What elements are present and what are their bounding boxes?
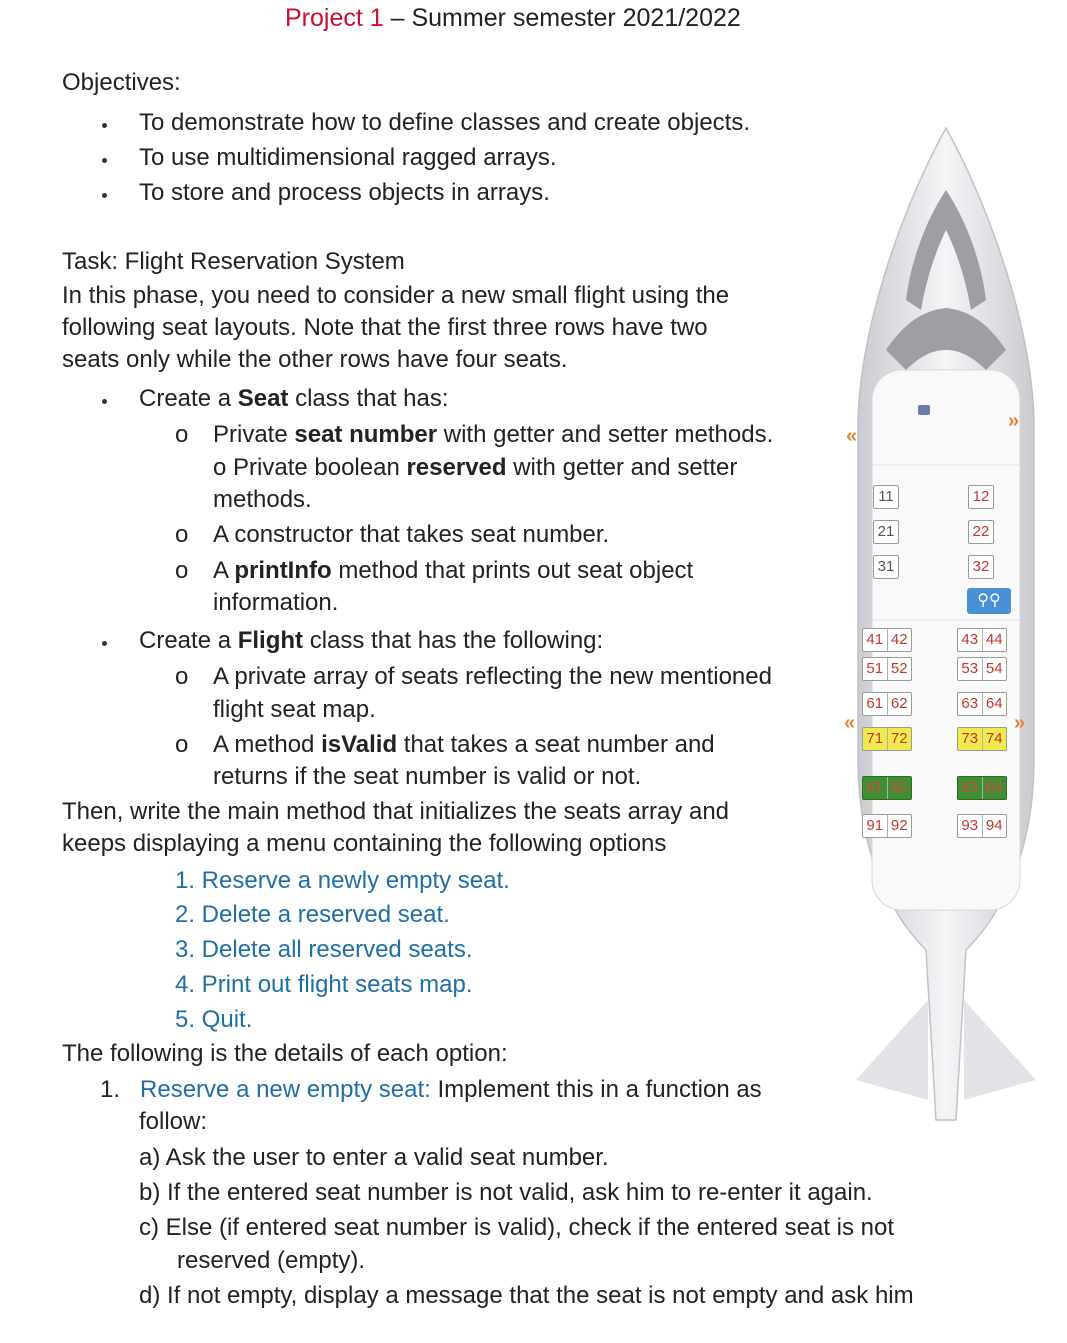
seat-94: 94 [982, 815, 1007, 837]
exit-arrow-left-icon: « [846, 425, 858, 447]
seat-21: 21 [873, 520, 899, 544]
bullet-icon [102, 399, 107, 404]
text-span: Create a [139, 627, 238, 654]
seat-53: 53 [961, 660, 979, 677]
seat-51: 51 [866, 660, 884, 677]
seat-91: 91 [866, 817, 884, 834]
project-label: Project 1 [285, 4, 384, 32]
main-method-text: Then, write the main method that initializes the seats array and [62, 798, 730, 825]
task-intro-line: In this phase, you need to consider a new small flight using the [62, 282, 730, 309]
sub-bullet-icon: o [175, 421, 189, 448]
task-intro-line: seats only while the other rows have four seats. [62, 346, 568, 373]
seat-sub-item [213, 556, 693, 586]
seat-32: 32 [968, 555, 994, 579]
seat-pair-93-94 [957, 814, 1007, 838]
seat-22: 22 [968, 520, 994, 544]
flight-sub-item [213, 730, 715, 760]
text-span: class that has: [288, 385, 449, 412]
objective-item: To use multidimensional ragged arrays. [139, 144, 557, 171]
seat-sub-item-cont: information. [213, 589, 339, 616]
seat-43: 43 [961, 631, 979, 648]
text-span: class that has the following: [303, 627, 604, 654]
seat-81: 81 [866, 779, 884, 796]
page-title [285, 3, 741, 33]
sub-bullet-icon: o [175, 557, 189, 584]
seat-31: 31 [873, 555, 899, 579]
bold-term: reserved [406, 454, 507, 481]
restroom-icon: ⚲⚲ [967, 588, 1011, 614]
seat-44: 44 [982, 629, 1007, 651]
option-title: Reserve a new empty seat: [140, 1076, 431, 1103]
seat-class-name: Seat [237, 385, 289, 412]
text-span: with getter and setter [506, 454, 738, 481]
seat-74: 74 [982, 728, 1007, 750]
step-item: d) If not empty, display a message that the seat is not empty and ask him [139, 1282, 914, 1309]
objective-item: To demonstrate how to define classes and create objects. [139, 109, 751, 136]
bullet-icon [102, 193, 107, 198]
seat-pair-81-82 [862, 776, 912, 800]
seat-sub-item [213, 420, 773, 450]
seat-pair-61-62 [862, 692, 912, 716]
sub-bullet-icon: o [175, 731, 189, 758]
seat-84: 84 [982, 777, 1007, 799]
text-span: Implement this in a function as [430, 1076, 762, 1103]
seat-82: 82 [887, 777, 912, 799]
details-heading: The following is the details of each option: [62, 1040, 508, 1067]
seat-sub-item: A constructor that takes seat number. [213, 521, 610, 548]
seat-pair-71-72 [862, 727, 912, 751]
text-span: Create a [139, 385, 238, 412]
menu-option: 2. Delete a reserved seat. [175, 901, 450, 928]
option-number: 1. [100, 1076, 121, 1103]
seat-61: 61 [866, 695, 884, 712]
menu-option: 4. Print out flight seats map. [175, 971, 473, 998]
exit-arrow-right-icon: » [1008, 410, 1020, 432]
text-span: that takes a seat number and [397, 731, 715, 758]
flight-sub-item-cont: returns if the seat number is valid or not. [213, 763, 642, 790]
seat-pair-91-92 [862, 814, 912, 838]
menu-option: 1. Reserve a newly empty seat. [175, 867, 510, 894]
text-span: with getter and setter methods. [437, 421, 774, 448]
seat-class-item [139, 384, 449, 414]
exit-arrow-left-icon: « [844, 712, 856, 734]
bullet-icon [102, 641, 107, 646]
seat-54: 54 [982, 658, 1007, 680]
flight-sub-item-cont: flight seat map. [213, 696, 376, 723]
text-span: A [213, 557, 235, 584]
seat-pair-41-42 [862, 628, 912, 652]
sub-bullet-icon: o [175, 663, 189, 690]
seat-64: 64 [982, 693, 1007, 715]
menu-option: 3. Delete all reserved seats. [175, 936, 473, 963]
sub-bullet-icon: o [175, 521, 189, 548]
flight-sub-item: A private array of seats reflecting the new mentioned [213, 663, 772, 690]
seat-pair-43-44 [957, 628, 1007, 652]
seat-71: 71 [866, 730, 884, 747]
seat-pair-53-54 [957, 657, 1007, 681]
task-intro-line: following seat layouts. Note that the first three rows have two [62, 314, 708, 341]
flight-class-item [139, 626, 603, 656]
seat-41: 41 [866, 631, 884, 648]
main-method-text: keeps displaying a menu containing the following options [62, 830, 667, 857]
semester-label: – Summer semester 2021/2022 [383, 4, 741, 32]
step-item: c) Else (if entered seat number is valid), check if the entered seat is not [139, 1214, 895, 1241]
seat-73: 73 [961, 730, 979, 747]
text-span: method that prints out seat object [331, 557, 694, 584]
flight-class-name: Flight [237, 627, 304, 654]
seat-12: 12 [968, 485, 994, 509]
task-heading: Task: Flight Reservation System [62, 248, 405, 275]
option-detail [100, 1075, 762, 1105]
seat-93: 93 [961, 817, 979, 834]
objectives-heading: Objectives: [62, 69, 181, 96]
exit-arrow-right-icon: » [1014, 712, 1026, 734]
seat-63: 63 [961, 695, 979, 712]
seat-92: 92 [887, 815, 912, 837]
seat-62: 62 [887, 693, 912, 715]
bold-term: seat number [294, 421, 438, 448]
seat-42: 42 [887, 629, 912, 651]
seat-52: 52 [887, 658, 912, 680]
seat-11: 11 [873, 485, 899, 509]
seat-pair-51-52 [862, 657, 912, 681]
bold-term: printInfo [234, 557, 332, 584]
menu-option: 5. Quit. [175, 1006, 253, 1033]
bullet-icon [102, 123, 107, 128]
step-item: a) Ask the user to enter a valid seat number. [139, 1144, 609, 1171]
seat-sub-item [213, 453, 737, 483]
text-span: o Private boolean [213, 454, 407, 481]
text-span: Private [213, 421, 295, 448]
seat-pair-73-74 [957, 727, 1007, 751]
seat-72: 72 [887, 728, 912, 750]
text-span: A method [213, 731, 322, 758]
objective-item: To store and process objects in arrays. [139, 179, 550, 206]
option-detail-cont: follow: [139, 1108, 208, 1135]
seat-83: 83 [961, 779, 979, 796]
step-item-cont: reserved (empty). [177, 1247, 366, 1274]
bullet-icon [102, 158, 107, 163]
seat-pair-63-64 [957, 692, 1007, 716]
step-item: b) If the entered seat number is not valid, ask him to re-enter it again. [139, 1179, 873, 1206]
seat-pair-83-84 [957, 776, 1007, 800]
bold-term: isValid [321, 731, 398, 758]
seat-sub-item-cont: methods. [213, 486, 312, 513]
